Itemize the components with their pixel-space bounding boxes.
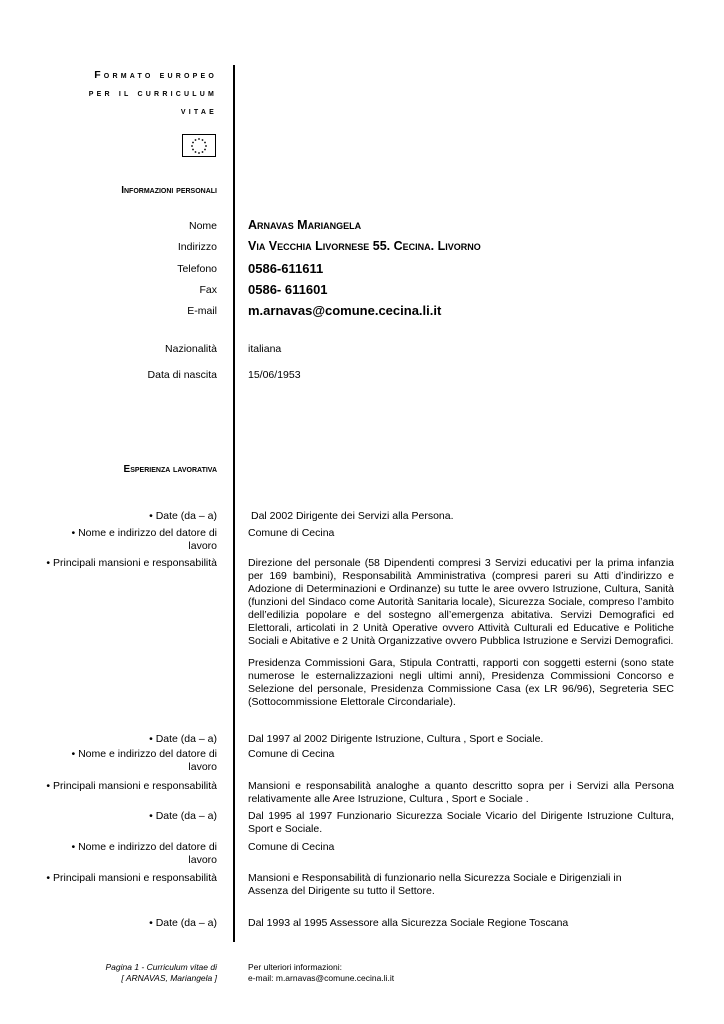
entry-1-date: Dal 2002 Dirigente dei Servizi alla Persona. <box>251 510 454 522</box>
duties-label: • Principali mansioni e responsabilità <box>46 557 217 569</box>
nazionalita-label: Nazionalità <box>165 343 217 355</box>
fax-value: 0586- 611601 <box>248 282 328 297</box>
cv-title-line-1: Formato europeo <box>94 69 217 81</box>
entry-2-duties: Mansioni e responsabilità analoghe a quanto descritto sopra per i Servizi alla Persona relativamente alle Aree Istruzione, Cultura , Sport e Sociale . <box>248 780 674 805</box>
employer-label: • Nome e indirizzo del datore di lavoro <box>71 527 217 552</box>
telefono-value: 0586-611611 <box>248 261 324 276</box>
nascita-value: 15/06/1953 <box>248 369 301 381</box>
entry-3-duties: Mansioni e Responsabilità di funzionario nella Sicurezza Sociale e Dirigenziali in Assenza del Dirigente su tutto il Settore. <box>248 872 622 897</box>
entry-3-employer: Comune di Cecina <box>248 841 335 853</box>
cv-title-line-3: vitae <box>180 105 217 117</box>
column-divider <box>233 65 235 942</box>
nascita-label: Data di nascita <box>147 369 217 381</box>
section-title-personal: Informazioni personali <box>121 185 217 196</box>
indirizzo-value: Via Vecchia Livornese 55. Cecina. Livorno <box>248 239 481 253</box>
cv-title-line-2: per il curriculum <box>88 87 217 99</box>
employer-label: • Nome e indirizzo del datore di lavoro <box>71 841 217 866</box>
indirizzo-label: Indirizzo <box>177 241 217 253</box>
email-label: E-mail <box>187 305 217 317</box>
date-label: • Date (da – a) <box>149 810 217 822</box>
entry-2-date: Dal 1997 al 2002 Dirigente Istruzione, Cultura , Sport e Sociale. <box>248 733 544 745</box>
entry-2-employer: Comune di Cecina <box>248 748 335 760</box>
fax-label: Fax <box>199 284 217 296</box>
entry-3-date: Dal 1995 al 1997 Funzionario Sicurezza Sociale Vicario del Dirigente Istruzione Cultura, Sport e Sociale. <box>248 810 674 835</box>
duties-label: • Principali mansioni e responsabilità <box>46 872 217 884</box>
date-label: • Date (da – a) <box>149 510 217 522</box>
email-value: m.arnavas@comune.cecina.li.it <box>248 303 442 318</box>
eu-flag-icon <box>182 134 216 157</box>
entry-1-duties-p1: Direzione del personale (58 Dipendenti compresi 3 Servizi educativi per la prima infanzia per 169 bambini), Responsabilità Amministrativa (compresi pareri su Atti d’indirizzo e Adozione di Determinazioni e Ordinanze) su tutte le aree ovvero Istruzione, Cultura, Sanità (funzioni del Sindaco come Autorità Sanitaria locale), Sicurezza Sociale, compreso l’ambito dell’edilizia popolare e del sostegno all’emergenza abitativa. Servizi Demografici ed Elettorali, articolati in 2 Unità Operative ovvero Attività Culturali ed Educative e Politiche Sociali e Abitative e 2 Unità Organizzative ovvero Pubblica Istruzione e Servizi Demografici. <box>248 557 674 647</box>
entry-1-duties-p2: Presidenza Commissioni Gara, Stipula Contratti, rapporti con soggetti esterni (sono state numerose le esternalizzazioni negli ultimi anni), Presidenza Commissioni Concorso e Selezione del personale, Presidenza Commissione Casa (ex LR 96/96), Segreteria SEC (Sottocommissione Elettorale Circondariale). <box>248 657 674 708</box>
nome-label: Nome <box>188 220 217 232</box>
entry-4-date: Dal 1993 al 1995 Assessore alla Sicurezza Sociale Regione Toscana <box>248 917 569 929</box>
employer-label: • Nome e indirizzo del datore di lavoro <box>71 748 217 773</box>
nome-value: Arnavas Mariangela <box>248 218 362 232</box>
nazionalita-value: italiana <box>248 343 282 355</box>
date-label: • Date (da – a) <box>149 733 217 745</box>
date-label: • Date (da – a) <box>149 917 217 929</box>
footer-contact: Per ulteriori informazioni: e-mail: m.arnavas@comune.cecina.li.it <box>248 962 395 983</box>
footer-page-info: Pagina 1 - Curriculum vitae di [ ARNAVAS, Mariangela ] <box>105 962 217 983</box>
duties-label: • Principali mansioni e responsabilità <box>46 780 217 792</box>
section-title-experience: Esperienza lavorativa <box>123 464 217 475</box>
telefono-label: Telefono <box>177 263 217 275</box>
entry-1-employer: Comune di Cecina <box>248 527 335 539</box>
